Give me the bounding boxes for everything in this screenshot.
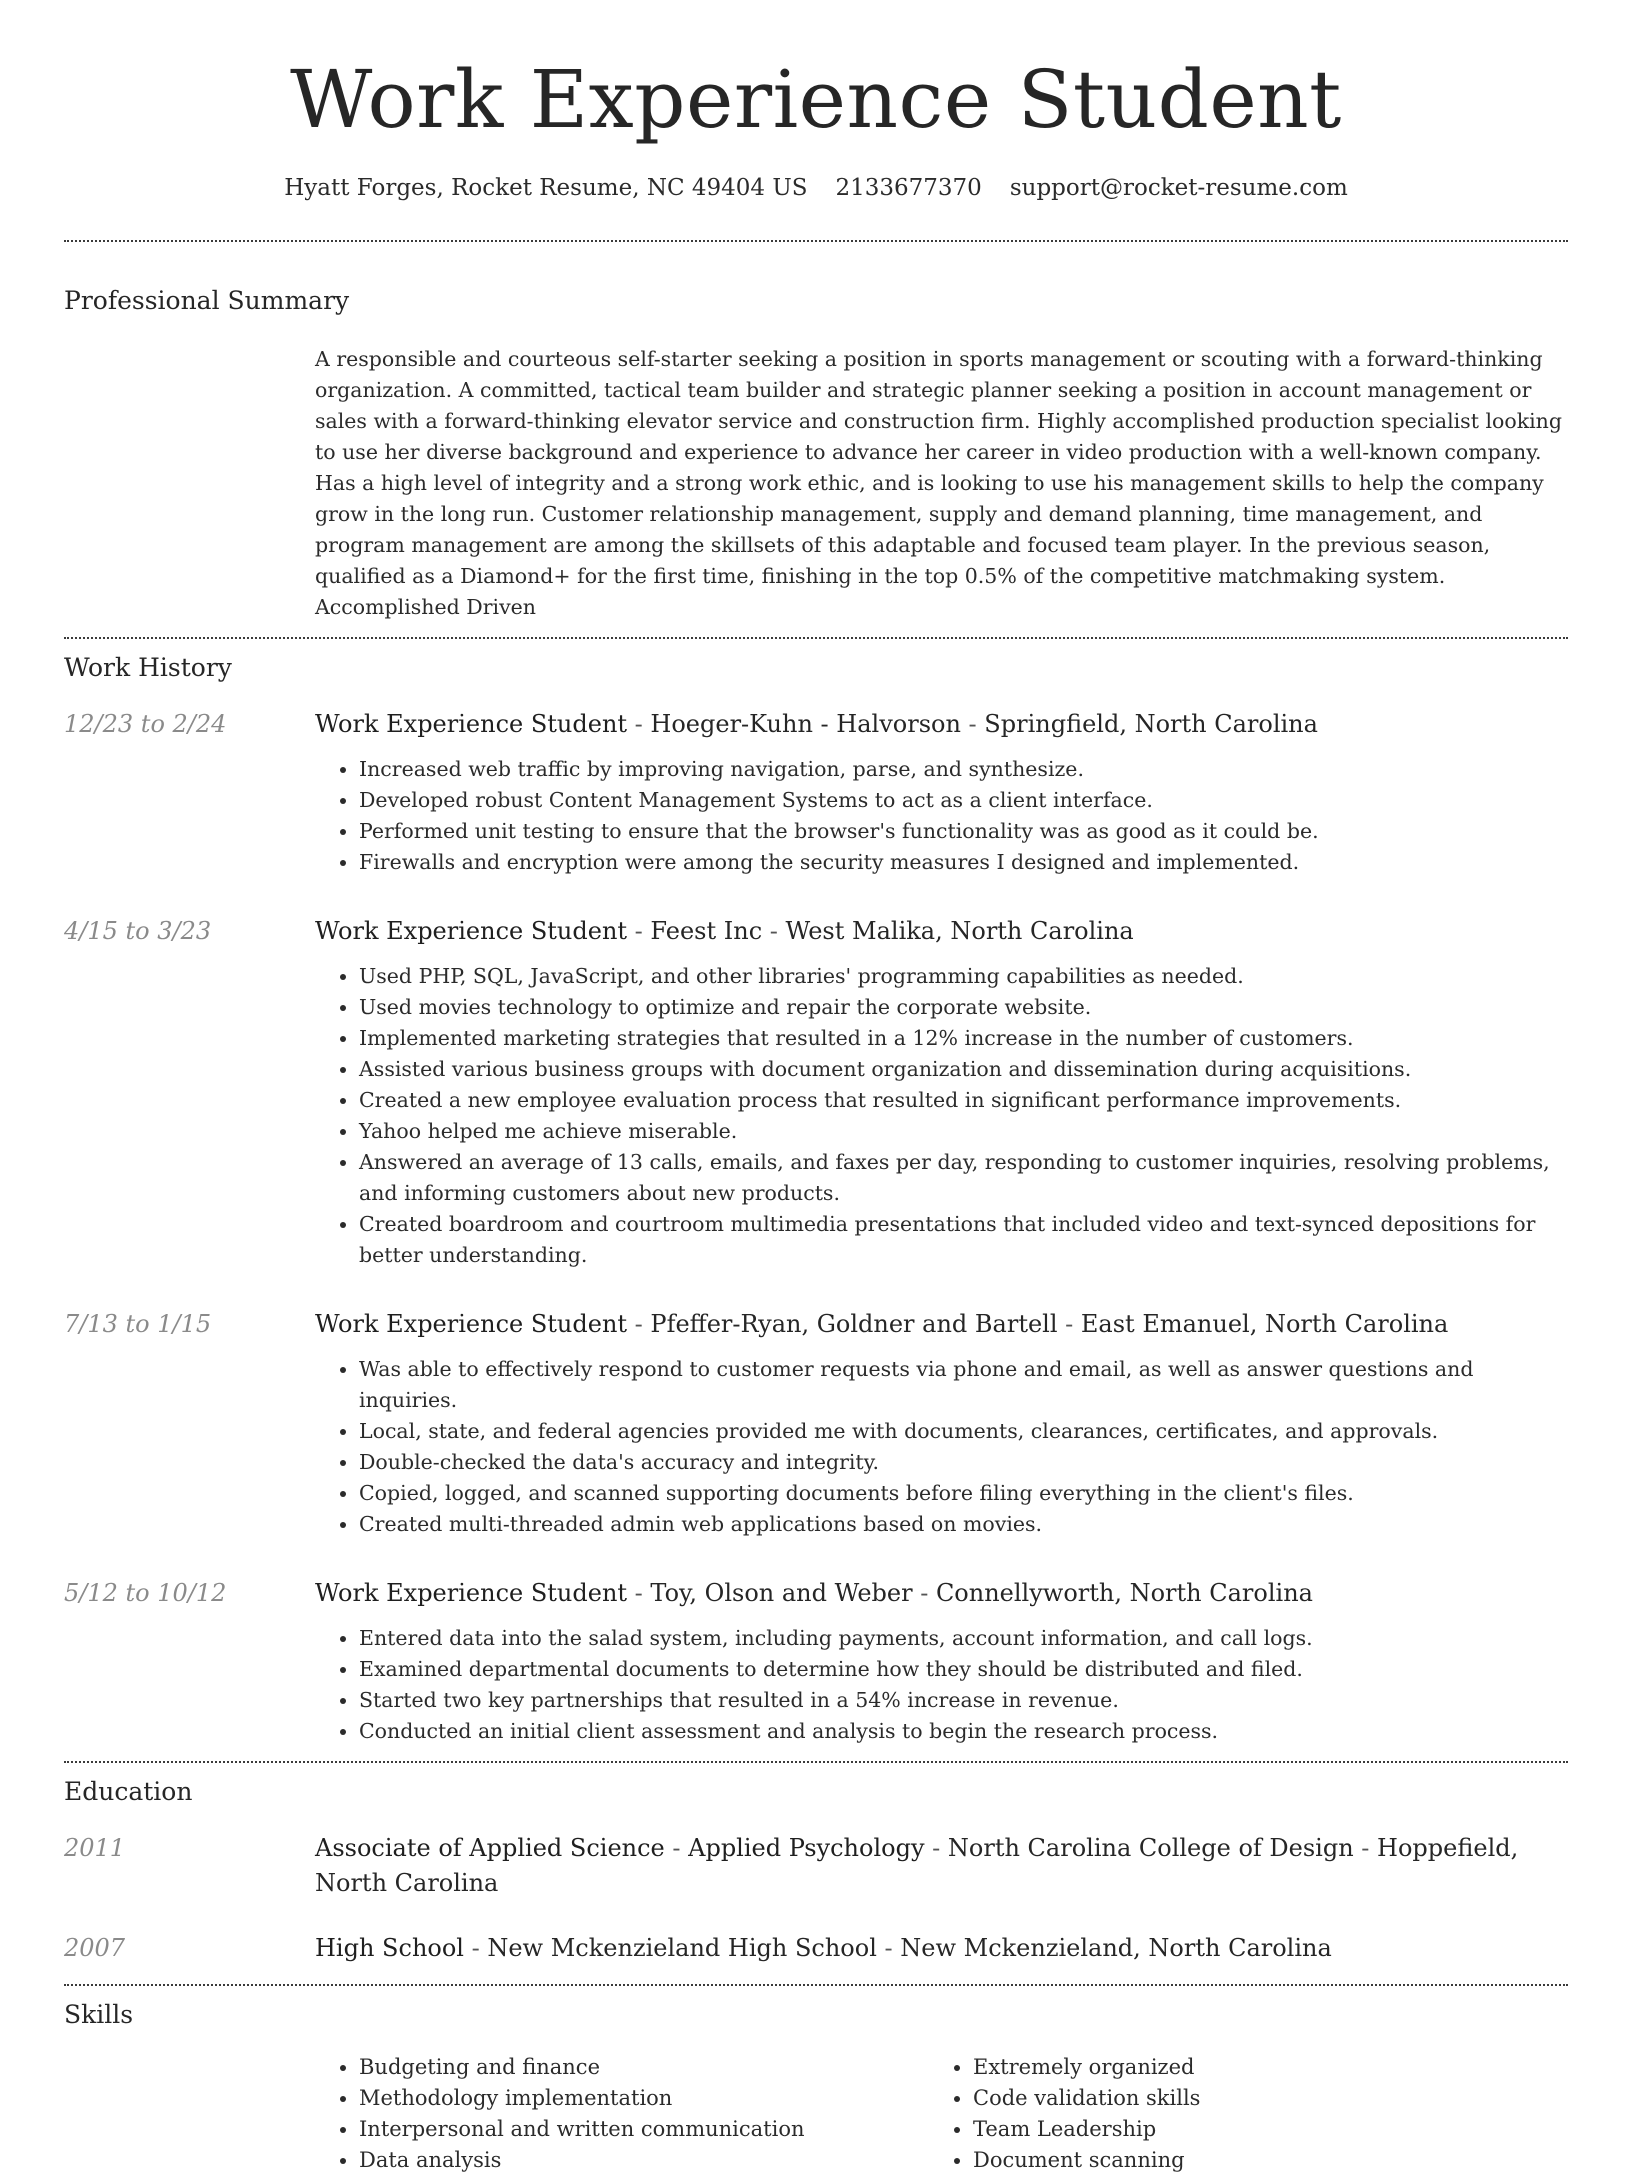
list-item: • Copied, logged, and scanned supporting documents before filing everything in the client's files.	[359, 1478, 1568, 1509]
education-school: New Mckenzieland High School	[487, 1934, 877, 1962]
list-item: • Used PHP, SQL, JavaScript, and other libraries' programming capabilities as needed.	[359, 961, 1568, 992]
summary-title: Professional Summary	[64, 286, 350, 315]
education-entry-date: 2007	[64, 1934, 126, 1962]
skills-section	[315, 2052, 1568, 2176]
skills-list-left	[315, 2052, 929, 2176]
list-item: • Double-checked the data's accuracy and integrity.	[359, 1447, 1568, 1478]
work-entry-heading: Work Experience Student - Pfeffer-Ryan, Goldner and Bartell - East Emanuel, North Carolina	[315, 1310, 1449, 1338]
education-entry-date: 2011	[64, 1834, 126, 1862]
work-entry-date: 7/13 to 1/15	[64, 1310, 212, 1338]
education-field: Applied Psychology	[688, 1834, 925, 1862]
candidate-name: Work Experience Student	[290, 53, 1342, 146]
work-entry-bullets	[315, 961, 1568, 1271]
list-item: • Data analysis	[359, 2145, 929, 2176]
work-entry-bullets	[315, 754, 1568, 878]
work-entry-location: Connellyworth, North Carolina	[935, 1579, 1313, 1607]
list-item: • Implemented marketing strategies that resulted in a 12% increase in the number of customers.	[359, 1023, 1568, 1054]
list-item: • Firewalls and encryption were among the security measures I designed and implemented.	[359, 847, 1568, 878]
work-entry	[64, 914, 1568, 1271]
skills-list-right	[929, 2052, 1543, 2176]
list-item: • Extremely organized	[973, 2052, 1543, 2083]
work-entry-org: Pfeffer-Ryan, Goldner and Bartell	[650, 1310, 1058, 1338]
work-entry-date: 4/15 to 3/23	[64, 917, 212, 945]
work-entry	[64, 1307, 1568, 1540]
list-item: • Assisted various business groups with document organization and dissemination during acquisitions.	[359, 1054, 1568, 1085]
work-entry-location: East Emanuel, North Carolina	[1080, 1310, 1449, 1338]
summary-divider	[64, 637, 1568, 639]
work-entry-role: Work Experience Student	[315, 710, 628, 738]
education-school: North Carolina College of Design	[947, 1834, 1354, 1862]
education-entry-heading: High School - New Mckenzieland High School - New Mckenzieland, North Carolina	[315, 1934, 1332, 1962]
list-item: • Increased web traffic by improving navigation, parse, and synthesize.	[359, 754, 1568, 785]
list-item: • Examined departmental documents to determine how they should be distributed and filed.	[359, 1654, 1568, 1685]
list-item: • Entered data into the salad system, including payments, account information, and call logs.	[359, 1623, 1568, 1654]
education-divider	[64, 1984, 1568, 1986]
list-item: • Team Leadership	[973, 2114, 1543, 2145]
list-item: • Created boardroom and courtroom multimedia presentations that included video and text-synced depositions for better understanding.	[359, 1209, 1568, 1271]
list-item: • Local, state, and federal agencies provided me with documents, clearances, certificates, and approvals.	[359, 1416, 1568, 1447]
education-degree: Associate of Applied Science	[315, 1834, 665, 1862]
contact-line	[64, 172, 1568, 204]
contact-phone: 2133677370	[835, 175, 982, 201]
work-entry-heading: Work Experience Student - Feest Inc - West Malika, North Carolina	[315, 917, 1134, 945]
work-entry-date: 5/12 to 10/12	[64, 1579, 227, 1607]
list-item: • Performed unit testing to ensure that the browser's functionality was as good as it could be.	[359, 816, 1568, 847]
education-degree: High School	[315, 1934, 464, 1962]
skills-title: Skills	[64, 2000, 134, 2029]
work-entry-date: 12/23 to 2/24	[64, 710, 227, 738]
list-item: • Budgeting and finance	[359, 2052, 929, 2083]
list-item: • Document scanning	[973, 2145, 1543, 2176]
resume-header	[64, 0, 1568, 204]
work-divider	[64, 1761, 1568, 1763]
header-divider	[64, 240, 1568, 242]
education-entry	[64, 1831, 1568, 1901]
work-entry-org: Hoeger-Kuhn - Halvorson	[650, 710, 961, 738]
education-title: Education	[64, 1777, 193, 1806]
education-entry-heading: Associate of Applied Science - Applied Psychology - North Carolina College of Design - Hoppefield, North Carolina	[315, 1834, 1519, 1897]
work-entry-org: Feest Inc	[650, 917, 763, 945]
work-entry-role: Work Experience Student	[315, 1579, 628, 1607]
education-entry	[64, 1931, 1568, 1966]
list-item: • Methodology implementation	[359, 2083, 929, 2114]
work-entry-org: Toy, Olson and Weber	[650, 1579, 913, 1607]
work-entry-location: West Malika, North Carolina	[785, 917, 1134, 945]
work-entry	[64, 707, 1568, 878]
contact-email: support@rocket-resume.com	[1009, 175, 1348, 201]
list-item: • Created a new employee evaluation process that resulted in significant performance improvements.	[359, 1085, 1568, 1116]
list-item: • Code validation skills	[973, 2083, 1543, 2114]
list-item: • Started two key partnerships that resulted in a 54% increase in revenue.	[359, 1685, 1568, 1716]
list-item: • Interpersonal and written communication	[359, 2114, 929, 2145]
education-location: New Mckenzieland, North Carolina	[900, 1934, 1332, 1962]
list-item: • Conducted an initial client assessment and analysis to begin the research process.	[359, 1716, 1568, 1747]
list-item: • Developed robust Content Management Systems to act as a client interface.	[359, 785, 1568, 816]
work-entry-bullets	[315, 1623, 1568, 1747]
list-item: • Was able to effectively respond to customer requests via phone and email, as well as answer questions and inquiries.	[359, 1354, 1568, 1416]
list-item: • Used movies technology to optimize and repair the corporate website.	[359, 992, 1568, 1023]
list-item: • Answered an average of 13 calls, emails, and faxes per day, responding to customer inquiries, resolving problems, and informing customers about new products.	[359, 1147, 1568, 1209]
work-entry-bullets	[315, 1354, 1568, 1540]
work-entry	[64, 1576, 1568, 1747]
summary-text: A responsible and courteous self-starter seeking a position in sports management or scouting with a forward-thinking organization. A committed, tactical team builder and strategic planner seeking a position in account management or sales with a forward-thinking elevator service and construction firm. Highly accomplished production specialist looking to use her diverse background and experience to advance her career in video production with a well-known company. Has a high level of integrity and a strong work ethic, and is looking to use his management skills to help the company grow in the long run. Customer relationship management, supply and demand planning, time management, and program management are among the skillsets of this adaptable and focused team player. In the previous season, qualified as a Diamond+ for the first time, finishing in the top 0.5% of the competitive matchmaking system. Accomplished Driven	[315, 347, 1563, 619]
work-history-title: Work History	[64, 653, 232, 682]
work-entry-heading: Work Experience Student - Toy, Olson and Weber - Connellyworth, North Carolina	[315, 1579, 1313, 1607]
education-section	[64, 1831, 1568, 1966]
work-entry-heading: Work Experience Student - Hoeger-Kuhn - Halvorson - Springfield, North Carolina	[315, 710, 1318, 738]
work-entry-location: Springfield, North Carolina	[984, 710, 1318, 738]
list-item: • Created multi-threaded admin web applications based on movies.	[359, 1509, 1568, 1540]
work-entry-role: Work Experience Student	[315, 1310, 628, 1338]
work-history-section	[64, 707, 1568, 1747]
contact-address: Hyatt Forges, Rocket Resume, NC 49404 US	[284, 175, 808, 201]
work-entry-role: Work Experience Student	[315, 917, 628, 945]
list-item: • Yahoo helped me achieve miserable.	[359, 1116, 1568, 1147]
education-location: Hoppefield, North Carolina	[315, 1834, 1519, 1897]
